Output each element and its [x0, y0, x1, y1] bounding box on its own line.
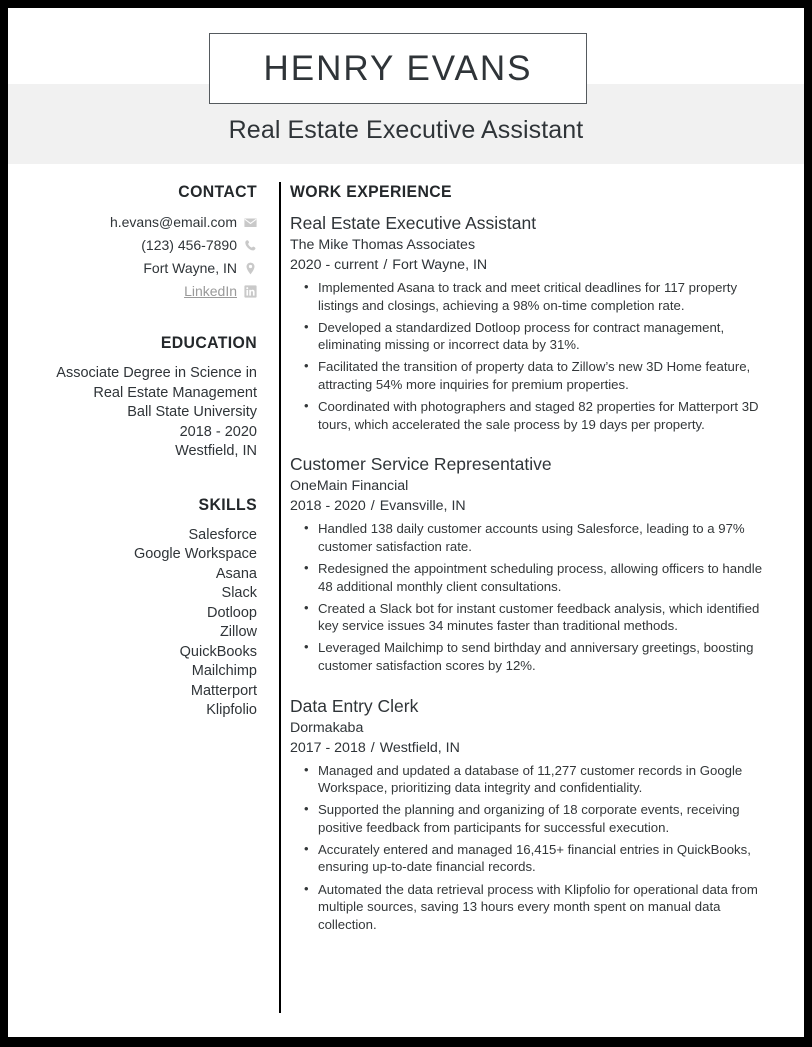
- job-company: Dormakaba: [290, 719, 364, 736]
- resume-body: [8, 172, 804, 952]
- job-title: Customer Service Representative: [290, 454, 552, 475]
- job-location: Fort Wayne, IN: [392, 257, 488, 273]
- section-title-contact: CONTACT: [178, 182, 257, 201]
- skill-item: Google Workspace: [133, 546, 257, 562]
- job-meta: [290, 255, 774, 276]
- job-dates: 2018 - 2020: [290, 498, 366, 515]
- education-line: Real Estate Management: [93, 384, 257, 401]
- education-block: [30, 364, 257, 462]
- resume-header: [8, 8, 804, 172]
- education-line: 2018 - 2020: [179, 423, 257, 440]
- column-divider: [279, 182, 281, 1013]
- section-title-education: EDUCATION: [160, 333, 257, 352]
- education-line: Associate Degree in Science in: [56, 365, 257, 381]
- skill-item: Mailchimp: [191, 663, 257, 679]
- job-bullet: • Supported the planning and organizing of 18 corporate events, receiving positive feedback from participants for successful execution.: [318, 801, 774, 836]
- job-entry: [290, 694, 774, 934]
- contact-email-text: h.evans@email.com: [109, 214, 237, 230]
- section-title-work-experience: WORK EXPERIENCE: [290, 182, 452, 201]
- job-bullet: • Managed and updated a database of 11,277 customer records in Google Workspace, prioritizing data integrity and confidentiality.: [318, 762, 774, 797]
- envelope-icon: [244, 216, 257, 229]
- skill-item: Asana: [215, 565, 257, 582]
- job-bullets: [290, 279, 774, 433]
- education-line: Westfield, IN: [175, 443, 257, 459]
- job-bullet: • Implemented Asana to track and meet critical deadlines for 117 property listings and closings, achieving a 98% on-time completion rate.: [318, 279, 774, 314]
- job-bullet: • Facilitated the transition of property data to Zillow’s new 3D Home feature, attracting 54% more inquiries for premium properties.: [318, 358, 774, 393]
- candidate-name: HENRY EVANS: [263, 48, 533, 88]
- name-box: [209, 33, 587, 104]
- job-dates: 2020 - current: [290, 257, 379, 273]
- job-dates: 2017 - 2018: [290, 739, 366, 756]
- education-line: Ball State University: [127, 404, 257, 420]
- job-meta: [290, 738, 774, 759]
- skill-item: Slack: [221, 585, 257, 601]
- contact-item-location[interactable]: [30, 259, 257, 277]
- job-bullet: • Handled 138 daily customer accounts using Salesforce, leading to a 97% customer satisfaction rate.: [318, 520, 774, 555]
- contact-item-phone[interactable]: [30, 236, 257, 254]
- contact-item-email[interactable]: [30, 213, 257, 231]
- job-bullet: • Automated the data retrieval process with Klipfolio for operational data from multiple sources, saving 13 hours every month spent on manual data collection.: [318, 881, 774, 934]
- contact-item-linkedin[interactable]: [30, 282, 257, 300]
- job-title: Data Entry Clerk: [290, 695, 419, 716]
- job-company: OneMain Financial: [290, 478, 409, 495]
- skills-list: [30, 526, 257, 721]
- job-bullet: • Accurately entered and managed 16,415+ financial entries in QuickBooks, ensuring up-to-date financial records.: [318, 841, 774, 876]
- job-bullet: • Coordinated with photographers and staged 82 properties for Matterport 3D tours, which accelerated the sale process by 19 days per property.: [318, 398, 774, 433]
- skill-item: Zillow: [219, 624, 257, 640]
- contact-location-text: Fort Wayne, IN: [143, 260, 237, 276]
- job-bullets: [290, 762, 774, 934]
- job-entry: [290, 211, 774, 433]
- job-bullet: • Created a Slack bot for instant customer feedback analysis, which identified key service issues 34 minutes faster than traditional methods.: [318, 600, 774, 635]
- main-content: [257, 172, 804, 952]
- job-bullets: [290, 520, 774, 674]
- section-title-skills: SKILLS: [198, 494, 257, 514]
- job-entry: [290, 452, 774, 674]
- job-company: The Mike Thomas Associates: [290, 237, 476, 253]
- phone-icon: [244, 239, 257, 252]
- job-location: Evansville, IN: [379, 498, 466, 515]
- skill-item: QuickBooks: [179, 643, 257, 660]
- linkedin-icon: [244, 285, 257, 298]
- contact-phone-text: (123) 456-7890: [141, 237, 237, 253]
- job-bullet: • Leveraged Mailchimp to send birthday and anniversary greetings, boosting customer satisfaction scores by 12%.: [318, 639, 774, 674]
- sidebar: [8, 172, 257, 721]
- job-title: Real Estate Executive Assistant: [290, 213, 537, 233]
- job-meta-separator: /: [383, 257, 388, 273]
- skill-item: Salesforce: [188, 526, 257, 543]
- job-meta: [290, 496, 774, 517]
- linkedin-link-text[interactable]: LinkedIn: [184, 283, 237, 299]
- job-meta-separator: /: [370, 739, 375, 756]
- skill-item: Matterport: [190, 682, 257, 699]
- resume-page: [8, 8, 804, 1037]
- job-bullet: • Redesigned the appointment scheduling process, allowing officers to handle 48 additional monthly client consultations.: [318, 560, 774, 595]
- skill-item: Klipfolio: [206, 702, 257, 718]
- job-meta-separator: /: [370, 498, 375, 515]
- skill-item: Dotloop: [207, 604, 257, 621]
- location-pin-icon: [244, 262, 257, 275]
- candidate-headline: Real Estate Executive Assistant: [228, 116, 584, 144]
- job-location: Westfield, IN: [379, 739, 460, 756]
- job-bullet: • Developed a standardized Dotloop process for contract management, eliminating missing or incorrect data by 31%.: [318, 319, 774, 354]
